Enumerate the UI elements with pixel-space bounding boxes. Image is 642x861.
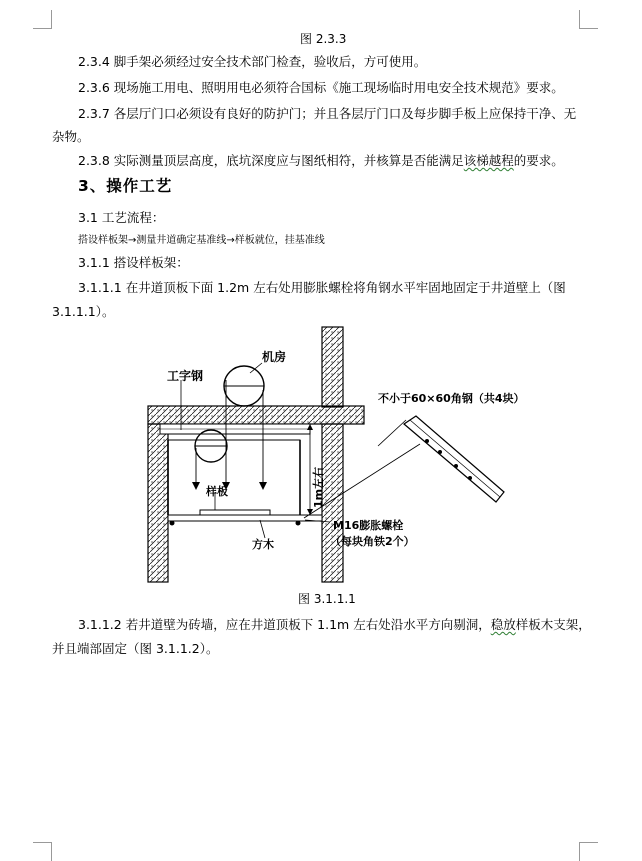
figure-caption-2-3-3: 图 2.3.3 (300, 32, 347, 46)
shaft-right-wall (322, 424, 343, 582)
label-bolt: M16膨胀螺栓 (333, 519, 404, 532)
car-frame (168, 440, 300, 515)
paragraph-3-1-1-2-line1 (78, 617, 591, 633)
label-angle-steel: 不小于60×60角钢（共4块） (378, 392, 525, 405)
paragraph-2-3-7-line2: 杂物。 (52, 129, 90, 144)
paragraph-3-1-1-1-line1: 3.1.1.1 在井道顶板下面 1.2m 左右处用膨胀螺栓将角钢水平牢固地固定于井道壁上（图 (78, 280, 566, 295)
label-1m: 1m左右 (312, 466, 325, 508)
paragraph-2-3-8-tail: 的要求。 (513, 153, 564, 168)
shaft-top-slab (148, 406, 364, 424)
machine-room-wall (322, 327, 343, 407)
figure-caption-3-1-1-1: 图 3.1.1.1 (298, 592, 356, 606)
spellcheck-underlined-text: 稳放 (490, 617, 516, 632)
paragraph-3-1-1-2-tail: 样板木支架， (515, 617, 591, 632)
paragraph-2-3-4: 2.3.4 脚手架必须经过安全技术部门检查，验收后，方可使用。 (78, 54, 427, 69)
angle-steel-detail (404, 416, 504, 502)
paragraph-2-3-6: 2.3.6 现场施工用电、照明用电必须符合国标《施工现场临时用电安全技术规范》要求。 (78, 80, 564, 95)
paragraph-3-1: 3.1 工艺流程： (78, 210, 165, 225)
paragraph-2-3-8-text: 2.3.8 实际测量顶层高度，底坑深度应与图纸相符，并核算是否能满足 (78, 153, 464, 168)
paragraph-3-1-1-1-line2: 3.1.1.1）。 (52, 304, 115, 319)
paragraph-2-3-7-line1: 2.3.7 各层厅门口必须设有良好的防护门；并且各层厅门口及每步脚手板上应保持干净、无 (78, 106, 577, 121)
label-bolt-note: （每块角铁2个） (330, 535, 415, 548)
timber-beam (168, 515, 322, 521)
label-template: 样板 (206, 485, 228, 498)
paragraph-3-1-1: 3.1.1 搭设样板架： (78, 255, 189, 270)
paragraph-3-1-1-2-text: 3.1.1.2 若井道壁为砖墙，应在井道顶板下 1.1m 左右处沿水平方向剔洞， (78, 617, 491, 632)
paragraph-3-1-1-2-line2: 并且端部固定（图 3.1.1.2）。 (52, 641, 219, 656)
template-board (200, 510, 270, 515)
shaft-left-wall (148, 424, 168, 582)
section-heading-3: 3、操作工艺 (78, 177, 173, 195)
process-flow-text: 搭设样板架→测量井道确定基准线→样板就位，挂基准线 (78, 235, 325, 246)
label-timber: 方木 (252, 538, 274, 551)
label-i-beam: 工字钢 (167, 369, 204, 383)
spellcheck-underlined-text: 该梯越程 (463, 153, 514, 168)
label-machine-room: 机房 (262, 350, 287, 364)
